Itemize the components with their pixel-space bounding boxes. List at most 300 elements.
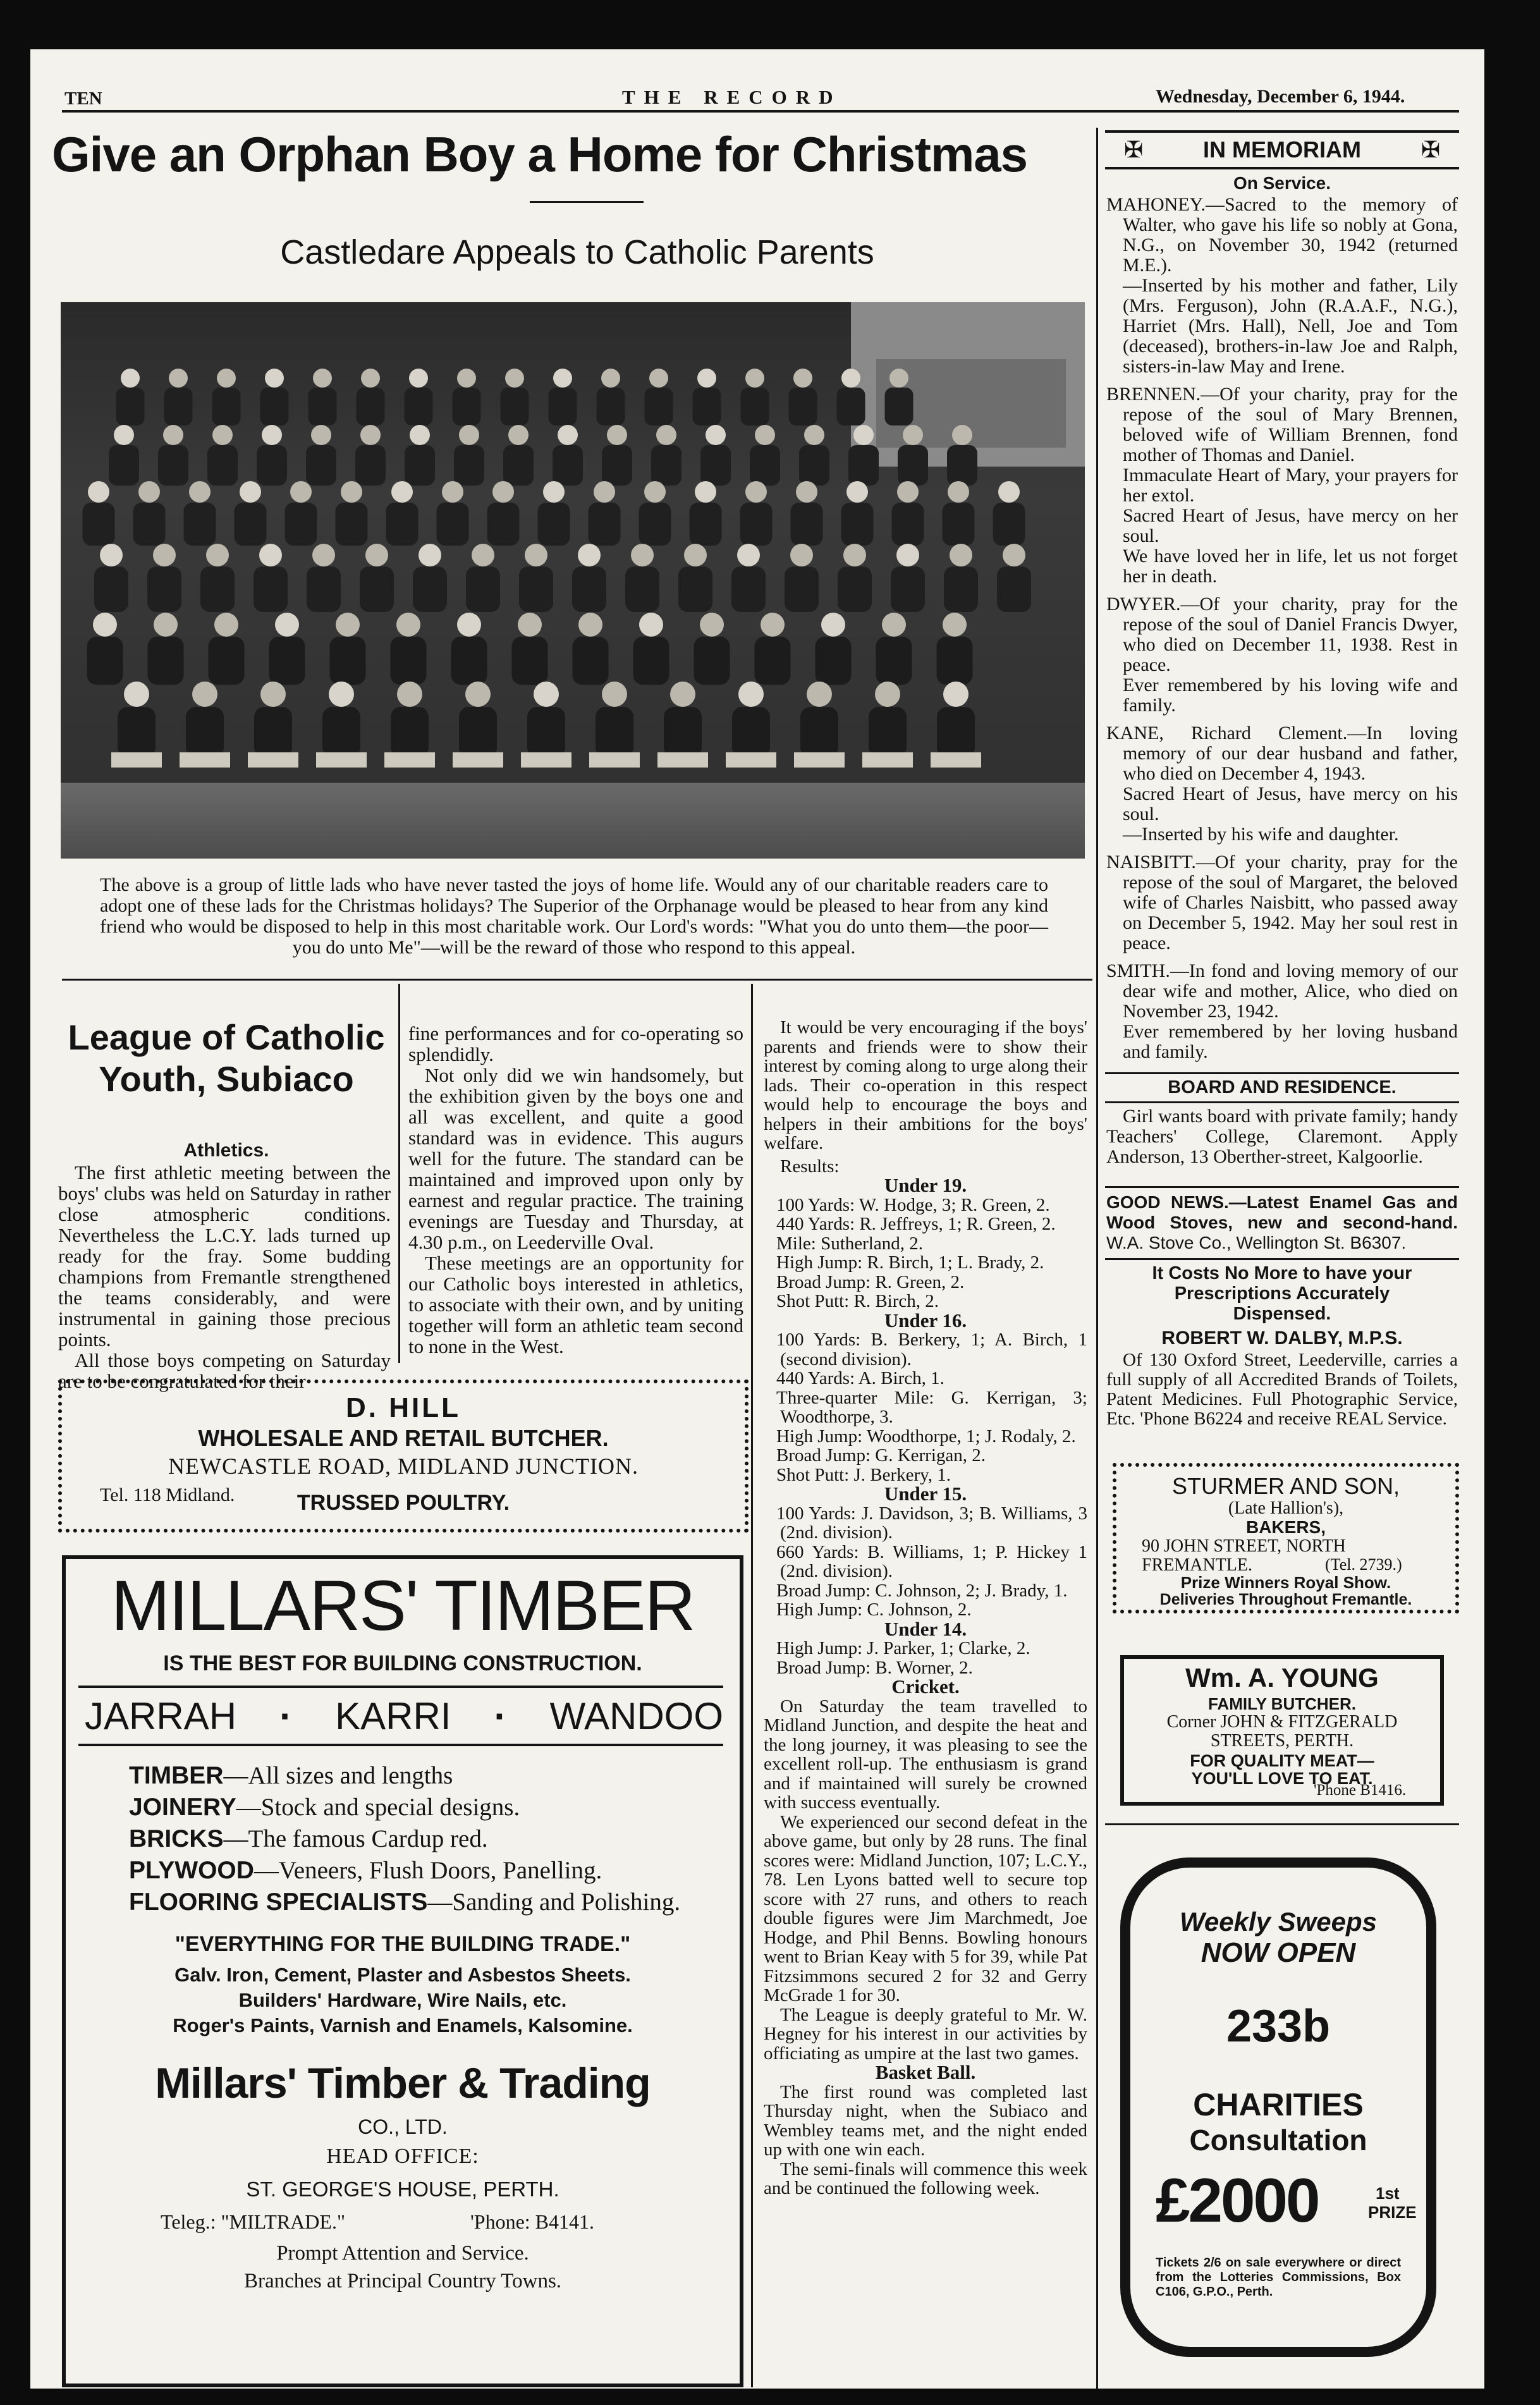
figure-head: [943, 682, 969, 707]
figure-legs: [316, 752, 367, 768]
figure-head: [114, 425, 134, 445]
wood-wandoo: WANDOO: [549, 1695, 723, 1737]
figure-body: [322, 707, 360, 757]
result-line: Shot Putt: J. Berkery, 1.: [776, 1464, 951, 1485]
figure-body: [87, 637, 123, 685]
figure-body: [212, 388, 241, 425]
figure-body: [453, 388, 481, 425]
figure-body: [869, 707, 907, 757]
figure-head: [410, 425, 430, 445]
result-line: High Jump: R. Birch, 1; L. Brady, 2.: [776, 1252, 1044, 1273]
memoriam-rule: [1105, 130, 1459, 133]
lotteries-sweeps-ad: [1120, 1857, 1436, 2357]
millars-phone: 'Phone: B4141.: [470, 2210, 594, 2233]
figure-head: [706, 425, 726, 445]
sturmer-address2: FREMANTLE.: [1142, 1555, 1252, 1575]
result-line: 100 Yards: B. Berkery, 1; A. Birch, 1 (second division).: [776, 1330, 1087, 1369]
figure-body: [527, 707, 565, 757]
figure-body: [741, 388, 769, 425]
board-text: Girl wants board with private family; handy Teachers' College, Claremont. Apply Anderson, 13 Oberther-street, Kalgoorlie.: [1106, 1106, 1458, 1167]
figure-body: [553, 445, 583, 486]
figure-head: [505, 369, 524, 388]
figure-head: [212, 425, 233, 445]
memoriam-entry: [1106, 723, 1458, 845]
figure-body: [898, 445, 928, 486]
figure-head: [649, 369, 668, 388]
figure-body: [209, 637, 245, 685]
figure-head: [943, 613, 967, 637]
figure-head: [882, 613, 906, 637]
result-line: Broad Jump: G. Kerrigan, 2.: [776, 1445, 986, 1466]
board-title: BOARD AND RESIDENCE.: [1168, 1077, 1396, 1098]
figure-head: [578, 613, 602, 637]
young-slogan2: YOU'LL LOVE TO EAT.: [1191, 1769, 1373, 1788]
figure-body: [549, 388, 577, 425]
sturmer-name: STURMER AND SON,: [1171, 1473, 1400, 1499]
sweeps-fine-print: Tickets 2/6 on sale everywhere or direct from the Lotteries Commissions, Box C106, G.P.O., Perth.: [1156, 2256, 1401, 2299]
figure-head: [262, 425, 282, 445]
figure-body: [200, 566, 235, 612]
memoriam-entry-text: NAISBITT.—Of your charity, pray for the repose of the soul of Margaret, the beloved wife of Charles Naisbitt, who passed away on December 5, 1942. May her soul rest in peace.: [1106, 852, 1458, 953]
paragraph: These meetings are an opportunity for our Catholic boys interested in athletics, to associate with their own, and by uniting together will form an athletic team second to none in the West.: [408, 1252, 743, 1357]
figure-body: [633, 637, 669, 685]
memoriam-entry-line: Ever remembered by her loving husband and family.: [1123, 1021, 1458, 1062]
millars-rule: [78, 1744, 723, 1746]
figure-head: [260, 682, 286, 707]
memoriam-entries: [1106, 195, 1458, 1070]
figure-body: [997, 566, 1031, 612]
figure-head: [841, 369, 860, 388]
figure-head: [189, 481, 211, 503]
lcy-title-line2: Youth, Subiaco: [99, 1059, 354, 1099]
figure-head: [290, 481, 312, 503]
figure-head: [396, 613, 420, 637]
column-divider: [751, 984, 753, 2387]
figure-body: [789, 388, 817, 425]
figure-body: [791, 503, 823, 546]
figure-body: [307, 566, 341, 612]
product-joinery: JOINERY—Stock and special designs.: [129, 1794, 520, 1821]
paragraph: Not only did we win handsomely, but the exhibition given by the boys one and all was excellent, and quite a good standard was in evidence. This augurs well for the future. The standard can be maintained and improved upon only by earnest and regular practice. The training evenings are Tuesday and Thursday, at 4.30 p.m., on Leederville Oval.: [408, 1064, 743, 1253]
memoriam-entry-line: Ever remembered by his loving wife and family.: [1123, 675, 1458, 716]
figure-body: [164, 388, 193, 425]
hill-address: NEWCASTLE ROAD, MIDLAND JUNCTION.: [168, 1453, 639, 1479]
figure-head: [525, 544, 547, 566]
figure-body: [94, 566, 128, 612]
figure-body: [785, 566, 819, 612]
dalby-heading: [1105, 1263, 1459, 1324]
figure-head: [138, 481, 160, 503]
headline: Give an Orphan Boy a Home for Christmas: [52, 126, 1028, 182]
figure-head: [154, 613, 178, 637]
millars-tagline: IS THE BEST FOR BUILDING CONSTRUCTION.: [163, 1651, 642, 1675]
result-line: Broad Jump: R. Green, 2.: [776, 1271, 965, 1292]
result-line: 440 Yards: A. Birch, 1.: [776, 1368, 944, 1388]
figure-legs: [794, 752, 845, 768]
figure-head: [821, 613, 845, 637]
figure-head: [897, 481, 919, 503]
figure-head: [804, 425, 824, 445]
memoriam-entry-text: DWYER.—Of your charity, pray for the repose of the soul of Daniel Francis Dwyer, who died on December 11, 1938. Rest in peace.: [1106, 594, 1458, 675]
figure-head: [518, 613, 542, 637]
figure-body: [147, 566, 181, 612]
memoriam-entry-line: We have loved her in life, let us not forget her in death.: [1123, 546, 1458, 587]
result-line: High Jump: C. Johnson, 2.: [776, 1600, 972, 1620]
rule: [1105, 1823, 1459, 1825]
figure-head: [391, 481, 413, 503]
hill-butcher-ad: [58, 1380, 749, 1533]
figure-head: [543, 481, 565, 503]
memoriam-entry-line: Sacred Heart of Jesus, have mercy on his soul.: [1123, 783, 1458, 824]
result-line: High Jump: Woodthorpe, 1; J. Rodaly, 2.: [776, 1426, 1076, 1447]
figure-body: [993, 503, 1025, 546]
figure-head: [948, 481, 969, 503]
page-number: TEN: [64, 89, 102, 109]
result-line: 660 Yards: B. Williams, 1; P. Hickey 1 (2nd. division).: [776, 1541, 1087, 1581]
sturmer-sub: (Late Hallion's),: [1228, 1498, 1344, 1518]
figure-body: [391, 637, 427, 685]
millars-everything: "EVERYTHING FOR THE BUILDING TRADE.": [174, 1932, 631, 1956]
figure-body: [848, 445, 879, 486]
millars-timber-ad: [62, 1555, 743, 2387]
paragraph: It would be very encouraging if the boys' parents and friends were to show their interest by coming along to urge along their lads. Their co-operation in this respect would help to encourage the boys and helpers in their ambitions for the boys' welfare.: [764, 1017, 1087, 1153]
figure-head: [790, 544, 813, 566]
figure-head: [846, 481, 868, 503]
figure-head: [903, 425, 923, 445]
figure-head: [607, 425, 627, 445]
figure-head: [639, 613, 663, 637]
section-rule: [62, 979, 1092, 981]
rule: [1105, 1101, 1459, 1103]
figure-head: [644, 481, 666, 503]
header-rule: [62, 110, 1459, 113]
sweeps-prize-tag1: 1st: [1376, 2184, 1400, 2203]
rule: [1105, 1186, 1459, 1188]
figure-body: [158, 445, 188, 486]
millars-rule: [78, 1686, 723, 1688]
millars-office: ST. GEORGE'S HOUSE, PERTH.: [246, 2177, 559, 2201]
figure-head: [360, 425, 381, 445]
cross-icon: ✠: [1421, 137, 1440, 162]
figure-body: [309, 388, 337, 425]
figure-legs: [453, 752, 503, 768]
figure-body: [257, 445, 287, 486]
product-flooring: FLOORING SPECIALISTS—Sanding and Polishing.: [129, 1888, 681, 1916]
result-line: 100 Yards: J. Davidson, 3; B. Williams, 3 (2nd. division).: [776, 1503, 1087, 1543]
results-group-heading: Under 15.: [884, 1483, 967, 1505]
figure-head: [700, 613, 724, 637]
figure-head: [206, 544, 229, 566]
dalby-line: It Costs No More to have your: [1152, 1263, 1412, 1283]
memoriam-entry-text: MAHONEY.—Sacred to the memory of Walter, who gave his life so nobly at Gona, N.G., on November 30, 1942 (returned M.E.).: [1106, 194, 1458, 276]
figure-body: [148, 637, 184, 685]
rule: [1105, 1072, 1459, 1074]
figure-body: [405, 445, 435, 486]
figure-body: [386, 503, 419, 546]
figure-head: [365, 544, 388, 566]
figure-head: [875, 682, 900, 707]
figure-head: [336, 613, 360, 637]
millars-products: [129, 1760, 736, 1918]
result-line: 100 Yards: W. Hodge, 3; R. Green, 2.: [776, 1194, 1050, 1215]
sweeps-consultation: Consultation: [1189, 2124, 1367, 2157]
figure-head: [93, 613, 117, 637]
figure-body: [306, 445, 336, 486]
figure-body: [336, 503, 368, 546]
figure-head: [361, 369, 380, 388]
figure-head: [553, 369, 572, 388]
figure-body: [639, 503, 671, 546]
figure-body: [602, 445, 632, 486]
figure-head: [737, 544, 760, 566]
figure-body: [731, 566, 766, 612]
memoriam-entry-text: BRENNEN.—Of your charity, pray for the repose of the soul of Mary Brennen, beloved wife of William Brennen, fond mother of Thomas and Daniel.: [1106, 384, 1458, 465]
figure-body: [740, 503, 773, 546]
figure-head: [631, 544, 654, 566]
millars-title: MILLARS' TIMBER: [111, 1566, 695, 1645]
memoriam-entry: [1106, 384, 1458, 587]
figure-head: [153, 544, 176, 566]
good-news-ad: [1106, 1192, 1458, 1253]
memoriam-entry: [1106, 195, 1458, 377]
figure-body: [572, 566, 606, 612]
lcy-column-1: [58, 1162, 391, 1392]
figure-head: [240, 481, 261, 503]
figure-head: [807, 682, 832, 707]
figure-head: [738, 682, 764, 707]
figure-head: [341, 481, 362, 503]
sweeps-prize-tag2: PRIZE: [1368, 2203, 1417, 2222]
memoriam-entry-line: —Inserted by his wife and daughter.: [1123, 824, 1399, 845]
dalby-line: Dispensed.: [1233, 1304, 1331, 1324]
column-divider: [398, 984, 400, 1363]
sturmer-tel: (Tel. 2739.): [1325, 1555, 1402, 1574]
wood-karri: KARRI: [335, 1695, 451, 1737]
millars-goods: [66, 1962, 740, 2038]
figure-head: [508, 425, 529, 445]
results-group-heading: Under 19.: [884, 1174, 967, 1196]
hill-poultry: TRUSSED POULTRY.: [296, 1491, 510, 1515]
figure-body: [838, 566, 872, 612]
paragraph: fine performances and for co-operating so splendidly.: [408, 1022, 743, 1065]
result-line: 440 Yards: R. Jeffreys, 1; R. Green, 2.: [776, 1214, 1056, 1234]
sweeps-number: 233b: [1226, 2001, 1331, 2052]
memoriam-title: IN MEMORIAM: [1203, 137, 1361, 162]
figure-legs: [180, 752, 230, 768]
figure-legs: [931, 752, 981, 768]
figure-body: [891, 566, 925, 612]
figure-body: [451, 637, 487, 685]
figure-head: [121, 369, 140, 388]
figure-head: [853, 425, 874, 445]
young-address1: Corner JOHN & FITZGERALD: [1166, 1712, 1398, 1732]
millars-prompt: Prompt Attention and Service.: [276, 2242, 529, 2265]
figure-legs: [657, 752, 708, 768]
good-news-lead: GOOD NEWS.—Latest Enamel Gas and Wood Stoves, new and second-hand.: [1106, 1192, 1458, 1232]
figure-head: [214, 613, 238, 637]
sweeps-prize: £2000: [1156, 2165, 1319, 2235]
column-divider: [1096, 128, 1098, 2389]
photo-caption: The above is a group of little lads who have never tasted the joys of home life. Would any of our charitable readers care to adopt one of these lads for the Christmas holidays? The Superior of the Orphanage would be pleased to hear from any kind friend who would be disposed to help in this most charitable work. Our Lord's words: "What you do unto them—the poor—you do unto Me"—will be the reward of those who respond to this appeal.: [100, 874, 1048, 958]
goods-line: Galv. Iron, Cement, Plaster and Asbestos Sheets.: [174, 1964, 631, 1986]
figure-body: [664, 707, 702, 757]
product-plywood: PLYWOOD—Veneers, Flush Doors, Panelling.: [129, 1857, 602, 1884]
figure-body: [186, 707, 224, 757]
figure-head: [100, 544, 123, 566]
figure-body: [947, 445, 977, 486]
figure-body: [503, 445, 534, 486]
figure-body: [519, 566, 553, 612]
result-line: Three-quarter Mile: G. Kerrigan, 3; Woodthorpe, 3.: [776, 1387, 1087, 1427]
figure-body: [750, 445, 780, 486]
hill-trade: WHOLESALE AND RETAIL BUTCHER.: [198, 1425, 609, 1451]
figure-body: [690, 503, 722, 546]
figure-head: [558, 425, 578, 445]
figure-head: [761, 613, 785, 637]
figure-head: [684, 544, 707, 566]
millars-teleg: Teleg.: "MILTRADE.": [161, 2210, 345, 2233]
figure-head: [124, 682, 149, 707]
goods-line: Builders' Hardware, Wire Nails, etc.: [238, 1989, 567, 2011]
figure-head: [843, 544, 866, 566]
goods-line: Roger's Paints, Varnish and Enamels, Kalsomine.: [173, 2014, 633, 2036]
figure-body: [573, 637, 609, 685]
figure-head: [896, 544, 919, 566]
figure-head: [745, 481, 767, 503]
memoriam-rule: [1105, 167, 1459, 169]
paragraph: All those boys competing on Saturday are to be congratulated for their: [58, 1349, 391, 1392]
figure-body: [133, 503, 166, 546]
figure-body: [799, 445, 829, 486]
figure-body: [391, 707, 429, 757]
figure-body: [487, 503, 520, 546]
figure-body: [944, 566, 978, 612]
result-line: Broad Jump: B. Worner, 2.: [776, 1657, 973, 1678]
figure-body: [437, 503, 469, 546]
sturmer-line2: Deliveries Throughout Fremantle.: [1159, 1591, 1412, 1608]
figure-head: [950, 544, 972, 566]
figure-head: [534, 682, 559, 707]
young-address2: STREETS, PERTH.: [1210, 1731, 1354, 1751]
figure-body: [454, 445, 484, 486]
figure-body: [589, 503, 621, 546]
figure-head: [492, 481, 514, 503]
figure-head: [745, 369, 764, 388]
figure-body: [254, 707, 292, 757]
cricket-heading: Cricket.: [891, 1675, 960, 1698]
figure-body: [405, 388, 433, 425]
figure-head: [594, 481, 615, 503]
figure-head: [889, 369, 908, 388]
figure-body: [596, 707, 633, 757]
paragraph: The semi-finals will commence this week and be continued the following week.: [764, 2158, 1087, 2198]
on-service-label: On Service.: [1233, 173, 1331, 193]
paragraph: On Saturday the team travelled to Midland Junction, and despite the heat and the long journey, it was pleasing to see the excellent roll-up. The enthusiasm is grand and if maintained will surely be crowned with success eventually.: [764, 1696, 1087, 1813]
wood-jarrah: JARRAH: [85, 1695, 237, 1737]
memoriam-header: [1105, 135, 1459, 164]
figure-head: [192, 682, 217, 707]
memoriam-entry-text: SMITH.—In fond and loving memory of our dear wife and mother, Alice, who died on November 23, 1942.: [1106, 960, 1458, 1022]
newspaper-page: [30, 49, 1484, 2389]
memoriam-entry: [1106, 961, 1458, 1062]
figure-head: [169, 369, 188, 388]
figure-body: [184, 503, 216, 546]
figure-head: [88, 481, 109, 503]
millars-company: Millars' Timber & Trading: [155, 2059, 651, 2107]
product-bricks: BRICKS—The famous Cardup red.: [129, 1825, 488, 1852]
figure-body: [892, 503, 924, 546]
figure-legs: [862, 752, 913, 768]
figure-head: [602, 682, 627, 707]
figure-body: [357, 388, 385, 425]
figure-head: [695, 481, 716, 503]
headline-rule: [530, 201, 644, 203]
figure-head: [311, 425, 331, 445]
young-name: Wm. A. YOUNG: [1185, 1663, 1379, 1692]
basketball-heading: Basket Ball.: [875, 2061, 976, 2083]
millars-woods: JARRAH · KARRI · WANDOO: [85, 1693, 723, 1740]
figure-body: [116, 388, 145, 425]
memoriam-entry-line: —Inserted by his mother and father, Lily (Mrs. Ferguson), John (R.A.A.F., N.G.), Harriet (Mrs. Hall), Nell, Joe and Tom (deceased), brothers-in-law Joe and Ralph, sisters-in-law May and Irene.: [1123, 275, 1458, 377]
hill-telephone: Tel. 118 Midland.: [100, 1484, 235, 1505]
memoriam-entry-line: Immaculate Heart of Mary, your prayers for her extol.: [1123, 465, 1458, 506]
memoriam-entry-text: KANE, Richard Clement.—In loving memory of our dear husband and father, who died on December 4, 1943.: [1106, 723, 1458, 784]
memoriam-entry-line: Sacred Heart of Jesus, have mercy on her soul.: [1123, 505, 1458, 546]
sturmer-address1: 90 JOHN STREET, NORTH: [1142, 1536, 1346, 1556]
figure-head: [465, 682, 491, 707]
figure-head: [472, 544, 494, 566]
sturmer-line1: Prize Winners Royal Show.: [1180, 1573, 1391, 1592]
figure-head: [670, 682, 695, 707]
figure-body: [260, 388, 289, 425]
figure-head: [755, 425, 775, 445]
figure-body: [269, 637, 305, 685]
paragraph: The first round was completed last Thursday night, when the Subiaco and Wembley teams met, and the night ended up with one win each.: [764, 2081, 1087, 2160]
young-phone: 'Phone B1416.: [1314, 1782, 1407, 1799]
figure-body: [693, 388, 721, 425]
results-group-heading: Under 14.: [884, 1617, 967, 1640]
figure-body: [937, 637, 973, 685]
paragraph: The first athletic meeting between the boys' clubs was held on Saturday in rather close atmospheric conditions. Nevertheless the L.C.Y. lads turned up ready for the fray. Some budding champions from Fremantle strengthened the teams considerably, and were instrumental in gaining those precious points.: [58, 1161, 391, 1350]
orphan-group-photo: [61, 302, 1085, 859]
figure-head: [419, 544, 441, 566]
figure-legs: [521, 752, 571, 768]
issue-date: Wednesday, December 6, 1944.: [1156, 86, 1405, 107]
good-news-tail: W.A. Stove Co., Wellington St. B6307.: [1106, 1233, 1407, 1252]
figure-head: [457, 369, 476, 388]
figure-body: [816, 637, 852, 685]
figure-head: [163, 425, 183, 445]
millars-branches: Branches at Principal Country Towns.: [243, 2270, 562, 2292]
results-label: Results:: [780, 1156, 840, 1177]
figure-body: [330, 637, 366, 685]
figure-body: [755, 637, 791, 685]
rule: [1105, 1258, 1459, 1260]
figure-body: [512, 637, 548, 685]
figure-body: [118, 707, 156, 757]
figure-legs: [248, 752, 298, 768]
lcy-title-line1: League of Catholic: [68, 1017, 385, 1057]
hill-name: D. HILL: [346, 1392, 461, 1423]
figure-body: [678, 566, 712, 612]
figure-head: [796, 481, 817, 503]
figure-head: [217, 369, 236, 388]
figure-head: [397, 682, 422, 707]
millars-office-label: HEAD OFFICE:: [326, 2145, 479, 2168]
figure-body: [235, 503, 267, 546]
figure-head: [275, 613, 299, 637]
cross-icon: ✠: [1124, 137, 1144, 162]
